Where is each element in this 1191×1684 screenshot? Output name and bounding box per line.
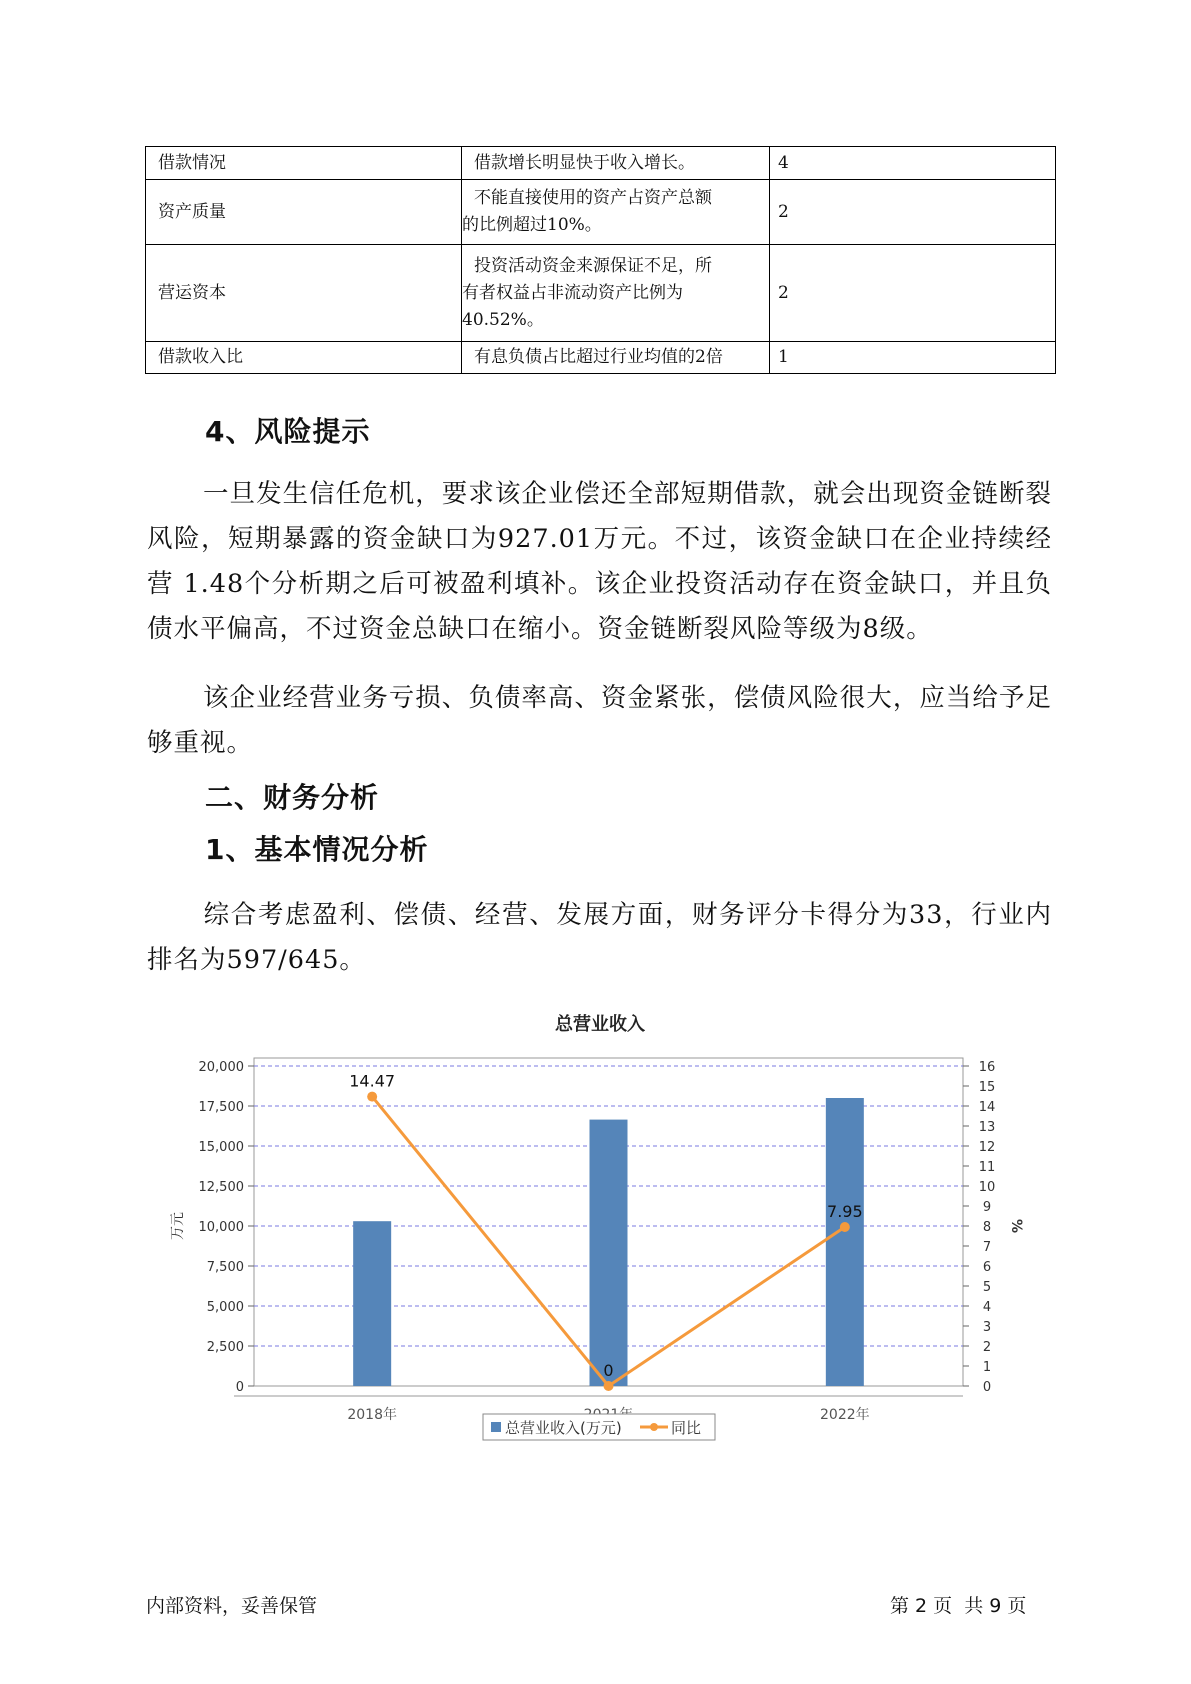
table-cell-score: 2 bbox=[770, 180, 1056, 245]
y2-tick-label: 7 bbox=[982, 1240, 992, 1255]
y2-tick-label: 1 bbox=[982, 1360, 992, 1375]
table-cell-desc bbox=[462, 180, 770, 245]
section-heading-risk: 4、风险提示 bbox=[205, 415, 371, 448]
y2-tick-label: 10 bbox=[978, 1180, 996, 1195]
y-tick-label: 15,000 bbox=[198, 1140, 244, 1155]
table-row bbox=[146, 147, 1056, 180]
footer-page-number: 第 2 页 共 9 页 bbox=[890, 1595, 1027, 1617]
bar bbox=[826, 1098, 864, 1386]
y-tick-label: 0 bbox=[235, 1380, 244, 1395]
desc-text: 有息负债占比超过行业均值的2倍 bbox=[474, 347, 723, 367]
revenue-chart bbox=[160, 1000, 1040, 1460]
y2-tick-label: 3 bbox=[982, 1320, 992, 1335]
y-tick-label: 10,000 bbox=[198, 1220, 244, 1235]
legend-line-marker bbox=[650, 1423, 658, 1431]
line-point bbox=[367, 1092, 377, 1102]
y2-tick-label: 15 bbox=[978, 1080, 996, 1095]
y2-axis-title: % bbox=[1008, 1218, 1024, 1234]
desc-line: 有者权益占非流动资产比例为 bbox=[462, 282, 683, 303]
table-row bbox=[146, 245, 1056, 342]
table-cell-score: 2 bbox=[770, 245, 1056, 342]
data-label: 0 bbox=[603, 1361, 614, 1380]
data-label: 14.47 bbox=[349, 1071, 396, 1091]
y-tick-label: 5,000 bbox=[206, 1300, 244, 1315]
paragraph: 综合考虑盈利、偿债、经营、发展方面，财务评分卡得分为33，行业内排名为597/645。 bbox=[147, 900, 1052, 975]
y-axis-title: 万元 bbox=[170, 1212, 186, 1240]
bar bbox=[353, 1221, 391, 1386]
desc-line: 不能直接使用的资产占资产总额 bbox=[474, 188, 712, 208]
section-heading-financial: 二、财务分析 bbox=[205, 781, 380, 814]
footer-confidential: 内部资料，妥善保管 bbox=[146, 1595, 318, 1617]
y2-tick-label: 0 bbox=[982, 1380, 992, 1395]
legend-bar-label: 总营业收入(万元) bbox=[505, 1419, 622, 1437]
y2-tick-label: 14 bbox=[978, 1100, 996, 1115]
bar bbox=[590, 1120, 628, 1386]
paragraph: 一旦发生信任危机，要求该企业偿还全部短期借款，就会出现资金链断裂风险，短期暴露的资金缺口为927.01万元。不过，该资金缺口在企业持续经营 1.48个分析期之后可被盈利填补。该企业投资活动存在资金缺口，并且负债水平偏高，不过资金总缺口在缩小。资金链断裂风险等级为8级。 bbox=[147, 479, 1052, 644]
subsection-heading-basic: 1、基本情况分析 bbox=[205, 833, 429, 866]
y2-tick-label: 16 bbox=[978, 1060, 996, 1075]
table-cell-score: 4 bbox=[770, 147, 1056, 180]
y2-tick-label: 13 bbox=[978, 1120, 996, 1135]
table-cell-item: 营运资本 bbox=[146, 245, 462, 342]
risk-table bbox=[145, 146, 1056, 374]
y2-tick-label: 9 bbox=[982, 1200, 992, 1215]
y2-tick-label: 12 bbox=[978, 1140, 996, 1155]
desc-text: 借款增长明显快于收入增长。 bbox=[474, 152, 695, 173]
y-tick-label: 7,500 bbox=[206, 1260, 244, 1275]
y2-tick-label: 5 bbox=[982, 1280, 992, 1295]
legend-bar-swatch bbox=[491, 1422, 501, 1432]
desc-line: 的比例超过10%。 bbox=[462, 215, 602, 235]
line-point bbox=[604, 1381, 614, 1391]
y2-tick-label: 6 bbox=[982, 1260, 992, 1275]
line-point bbox=[840, 1222, 850, 1232]
y2-tick-label: 2 bbox=[982, 1340, 992, 1355]
table-cell-desc bbox=[462, 342, 770, 374]
chart-title: 总营业收入 bbox=[555, 1014, 645, 1035]
table-cell-desc bbox=[462, 245, 770, 342]
table-cell-item: 资产质量 bbox=[146, 180, 462, 245]
y2-tick-label: 11 bbox=[978, 1160, 996, 1175]
desc-line: 投资活动资金来源保证不足，所 bbox=[474, 255, 712, 276]
data-label: 7.95 bbox=[827, 1202, 863, 1221]
y-tick-label: 2,500 bbox=[206, 1340, 244, 1355]
table-cell-desc bbox=[462, 147, 770, 180]
y2-tick-label: 4 bbox=[982, 1300, 992, 1315]
x-tick-label: 2018年 bbox=[347, 1407, 397, 1423]
table-cell-item: 借款情况 bbox=[146, 147, 462, 180]
table-cell-item: 借款收入比 bbox=[146, 342, 462, 374]
table-cell-score: 1 bbox=[770, 342, 1056, 374]
legend-line-label: 同比 bbox=[671, 1419, 702, 1437]
y-tick-label: 20,000 bbox=[198, 1060, 244, 1075]
desc-line: 40.52%。 bbox=[462, 309, 544, 330]
y2-tick-label: 8 bbox=[982, 1220, 992, 1235]
x-tick-label: 2022年 bbox=[820, 1407, 870, 1423]
paragraph: 该企业经营业务亏损、负债率高、资金紧张，偿债风险很大，应当给予足够重视。 bbox=[147, 683, 1052, 758]
table-row bbox=[146, 180, 1056, 245]
y-tick-label: 12,500 bbox=[198, 1180, 244, 1195]
table-row bbox=[146, 342, 1056, 374]
y-tick-label: 17,500 bbox=[198, 1100, 244, 1115]
